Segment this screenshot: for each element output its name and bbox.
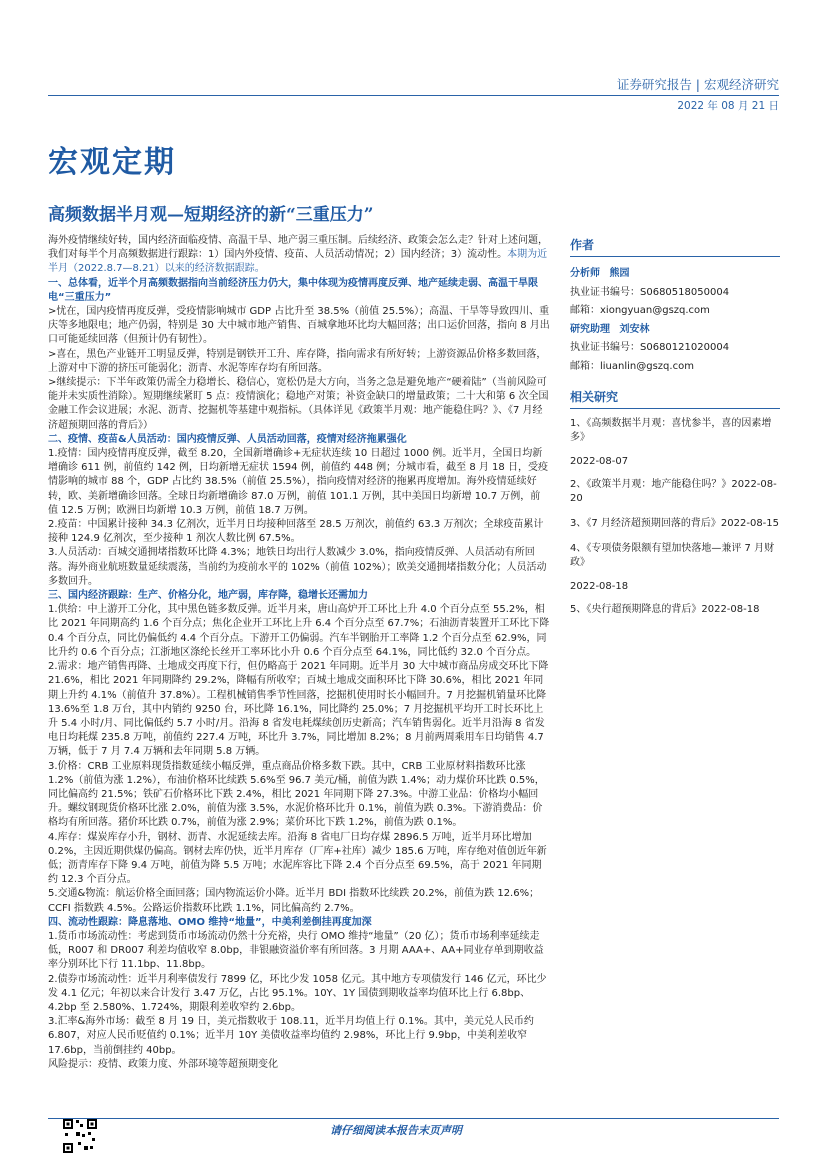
analyst-email[interactable]: 邮箱：xiongyuan@gszq.com [570, 305, 710, 316]
section-4-heading: 四、流动性跟踪：降息落地、OMO 维持“地量”，中美利差倒挂再度加深 [48, 916, 372, 928]
bond-paragraph: 2.债券市场流动性：近半月利率债发行 7899 亿，环比少发 1058 亿元。其中地方专项债发行 146 亿元，环比少发 4.1 亿元；年初以来合计发行 3.47 万亿，占比 95.1%。10Y、1Y 国债到期收益率均值环比上行 6.8bp、4.2bp 至 2.580%、1.724%，期限利差收窄约 2.6bp。 [48, 973, 547, 1013]
footer-divider [48, 1118, 779, 1119]
tip-paragraph: >继续提示：下半年政策仍需全力稳增长、稳信心，宽松仍是大方向，当务之急是避免地产“硬着陆”（当前风险可能并未实质性消除）。短期继续紧盯 5 点：疫情演化；稳地产对策；补资金缺口的增量政策；二十大和第 6 次全国金融工作会议进展；水泥、沥青、挖掘机等基建中观指标。（具体详见《政策半月观：地产能稳住吗？》、《7 月经济超预期回落的背后》） [48, 377, 549, 431]
mobility-paragraph: 3.人员活动：百城交通拥堵指数环比降 4.3%；地铁日均出行人数减少 3.0%，指向疫情反弹、人员活动有所回落。海外商业航班数量延续震荡，当前约为疫前水平的 102%（前值 102%）；欧美交通拥堵指数分化；人员活动多数回升。 [48, 547, 547, 587]
analyst: 分析师 熊园 [570, 268, 630, 279]
fx-paragraph: 3.汇率&海外市场：截至 8 月 19 日，美元指数收于 108.11，近半月均值上行 0.1%。其中，美元兑人民币约 6.807，对应人民币贬值约 0.1%；近半月 10Y 美债收益率均值约 2.98%，环比上行 9.9bp，中美利差收窄 17.6bp，当前倒挂约 40bp。 [48, 1016, 534, 1056]
money-paragraph: 1.货币市场流动性：考虑到货币市场流动仍然十分充裕，央行 OMO 维持“地量”（20 亿）；货币市场利率延续走低，R007 和 DR007 利差均值收窄 8.0bp，非银融资溢价率有所回落。3 月期 AAA+、AA+同业存单到期收益率分别环比下行 11.1bp、11.8bp。 [48, 930, 544, 971]
demand-paragraph: 2.需求：地产销售再降、土地成交再度下行，但仍略高于 2021 年同期。近半月 30 大中城市商品房成交环比下降 21.6%，相比 2021 年同期降约 29.2%，降幅有所收窄；百城土地成交面积环比下降 30.6%，相比 2021 年同期上升约 4.1%（前值升 37.8%）。工程机械销售季节性回落，挖掘机使用时长小幅回升。7 月挖掘机销量环比降 13.6%至 1.8 万台，其中内销约 9250 台，环比降 16.1%，同比降约 25.0%；7 月挖掘机平均开工时长环比上升 5.4 小时/月、同比偏低约 5.7 小时/月。沿海 8 省发电耗煤续创历史新高；汽车销售弱化。近半月沿海 8 省发电日均耗煤 235.8 万吨，前值约 227.4 万吨，环比升 3.7%，同比增加 8.2%；8 月前两周乘用车日均销售 4.7 万辆，低于 7 月 7.4 万辆和去年同期 5.8 万辆。 [48, 661, 549, 758]
report-date: 2022 年 08 月 21 日 [677, 100, 779, 112]
sidebar [570, 236, 780, 628]
vaccine-paragraph: 2.疫苗：中国累计接种 34.3 亿剂次，近半月日均接种回落至 28.5 万剂次，前值约 63.3 万剂次；全球疫苗累计接种 124.9 亿剂次，至少接种 1 剂次人数比例 67.5%。 [48, 519, 544, 545]
qr-code-icon [62, 1118, 98, 1154]
worry-paragraph: >忧在，国内疫情再度反弹，受疫情影响城市 GDP 占比升至 38.5%（前值 25.5%）；高温、干旱等导致四川、重庆等多地限电；地产仍弱，特别是 30 大中城市地产销售、百城拿地环比均大幅回落；出口运价回落，指向 8 月出口可能延续回落（但预计仍有韧性）。 [48, 306, 550, 346]
joy-paragraph: >喜在，黑色产业链开工明显反弹，特别是钢铁开工升、库存降，指向需求有所好转；上游资源品价格多数回落，上游对中下游的挤压可能弱化；沥青、水泥等库存均有所回落。 [48, 348, 547, 374]
related-heading: 相关研究 [570, 388, 780, 409]
section-2-heading: 二、疫情、疫苗&人员活动：国内疫情反弹、人员活动回落，疫情对经济拖累强化 [48, 433, 407, 445]
report-body [48, 234, 550, 1072]
section-1-heading: 一、总体看，近半个月高频数据指向当前经济压力仍大，集中体现为疫情再度反弹、地产延续走弱、高温干旱限电“三重压力” [48, 277, 538, 303]
supply-paragraph: 1.供给：中上游开工分化，其中黑色链多数反弹。近半月来，唐山高炉开工环比上升 4.0 个百分点至 55.2%，相比 2021 年同期高约 1.6 个百分点；焦化企业开工环比上升 6.4 个百分点至 67.7%；石油沥青装置开工环比下降 0.4 个百分点，同比仍偏低约 4.4 个百分点。下游开工仍偏弱。汽车半钢胎开工率降 1.2 个百分点至 62.9%，同比升约 0.6 个百分点；江浙地区涤纶长丝开工率环比小升 0.6 个百分点至 64.1%，同比低约 32.0 个百分点。 [48, 604, 550, 658]
assistant-cert: 执业证书编号：S0680121020004 [570, 342, 730, 353]
assistant: 研究助理 刘安林 [570, 323, 650, 335]
related-item[interactable]: 3、《7 月经济超预期回落的背后》2022-08-15 [570, 518, 780, 529]
intro: 海外疫情继续好转，国内经济面临疫情、高温干旱、地产弱三重压制。后续经济、政策会怎么走？针对上述问题，我们对每半个月高频数据进行跟踪：1）国内外疫情、疫苗、人员活动情况；2）国内经济；3）流动性。本期为近半月（2022.8.7—8.21）以来的经济数据跟踪。 [48, 235, 548, 275]
header-divider [48, 95, 779, 96]
inventory-paragraph: 4.库存：煤炭库存小升，钢材、沥青、水泥延续去库。沿海 8 省电厂日均存煤 2896.5 万吨，近半月环比增加 0.2%，主因近期供煤仍偏高。钢材去库仍快，近半月库存（厂库+社库）减少 185.6 万吨，库存绝对值创近年新低；沥青库存下降 9.4 万吨，前值为降 5.5 万吨；水泥库容比下降 2.4 个百分点至 69.5%，高于 2021 年同期约 12.3 个百分点。 [48, 831, 547, 886]
related-item[interactable]: 4、《专项债务限额有望加快落地—兼评 7 月财政》 [570, 543, 775, 568]
related-list [570, 417, 780, 617]
analyst-cert: 执业证书编号：S0680518050004 [570, 286, 730, 298]
footer-disclaimer: 请仔细阅读本报告末页声明 [330, 1124, 462, 1137]
related-date: 2022-08-07 [570, 456, 629, 467]
section-3-heading: 三、国内经济跟踪：生产、价格分化，地产弱，库存降，稳增长还需加力 [48, 590, 368, 602]
report-subtitle: 高频数据半月观—短期经济的新“三重压力” [48, 205, 374, 225]
related-date: 2022-08-18 [570, 581, 629, 592]
authors-heading: 作者 [570, 236, 780, 257]
related-item[interactable]: 5、《央行超预期降息的背后》2022-08-18 [570, 604, 760, 615]
assistant-email[interactable]: 邮箱：liuanlin@gszq.com [570, 360, 694, 372]
page-title: 宏观定期 [48, 145, 176, 180]
report-type: 证券研究报告 | 宏观经济研究 [616, 77, 779, 92]
related-item[interactable]: 1、《高频数据半月观：喜忧参半，喜的因素增多》 [570, 418, 772, 443]
logistics-paragraph: 5.交通&物流：航运价格全面回落；国内物流运价小降。近半月 BDI 指数环比续跌 20.2%，前值为跌 12.6%；CCFI 指数跌 4.5%。公路运价指数环比跌 1.1%，同比偏高约 2.7%。 [48, 888, 540, 914]
covid-paragraph: 1.疫情：国内疫情再度反弹，截至 8.20，全国新增确诊+无症状连续 10 日超过 1000 例。近半月，全国日均新增确诊 611 例，前值约 142 例，日均新增无症状 1594 例，前值约 448 例；分城市看，截至 8 月 18 日，受疫情影响的城市 88 个，GDP 占比约 38.5%（前值 25.5%），指向疫情对经济的拖累再度增加。海外疫情延续好转，欧、美新增确诊回落。全球日均新增确诊 87.0 万例，前值 101.1 万例，其中美国日均新增 10.7 万例，前值 12.5 万例；欧洲日均新增 10.3 万例，前值 18.7 万例。 [48, 448, 548, 516]
price-paragraph: 3.价格：CRB 工业原料现货指数延续小幅反弹，重点商品价格多数下跌。其中，CRB 工业原材料指数环比涨 1.2%（前值为涨 1.2%），布油价格环比续跌 5.6%至 96.7 美元/桶，前值为跌 1.4%；动力煤价环比跌 0.5%，同比偏高约 21.5%；铁矿石价格环比下跌 2.4%，相比 2021 年同期下降 27.3%。中游工业品：价格均小幅回升。螺纹钢现货价格环比涨 2.0%，前值为涨 3.5%，水泥价格环比升 0.1%，前值为跌 0.3%。下游消费品：价格均有所回落。猪价环比跌 0.7%，前值为涨 2.9%；菜价环比下跌 1.2%，前值为跌 0.1%。 [48, 760, 545, 829]
risk-paragraph: 风险提示：疫情、政策力度、外部环境等超预期变化 [48, 1058, 278, 1070]
related-item[interactable]: 2、《政策半月观：地产能稳住吗？》2022-08-20 [570, 479, 777, 504]
